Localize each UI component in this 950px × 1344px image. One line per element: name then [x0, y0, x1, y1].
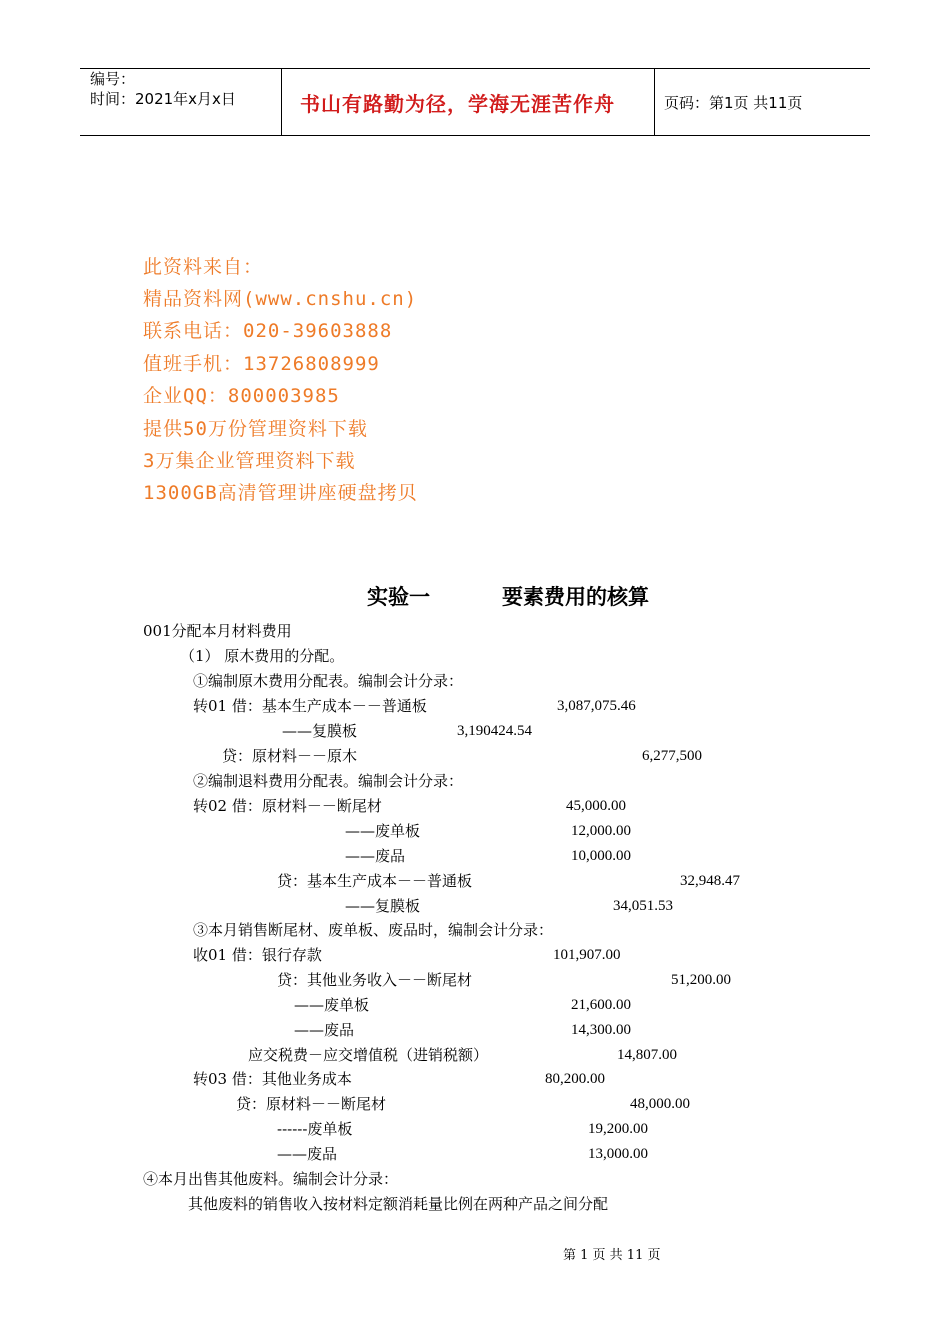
step-heading: ①编制原木费用分配表。编制会计分录：: [193, 672, 464, 690]
entry-amount: 21,600.00: [571, 997, 631, 1013]
entry-amount: 14,807.00: [617, 1047, 677, 1063]
entry-amount: 32,948.47: [680, 873, 740, 889]
promo-line: 提供50万份管理资料下载: [143, 418, 368, 440]
entry-amount: 12,000.00: [571, 823, 631, 839]
entry-line: 贷：原材料－－断尾材: [236, 1095, 387, 1113]
page-footer: 第 1 页 共 11 页: [563, 1248, 661, 1263]
header-bottom-rule: [80, 135, 870, 136]
header-page-info: 页码：第1页 共11页: [664, 94, 803, 112]
entry-line: ——废品: [294, 1021, 355, 1039]
promo-line: 1300GB高清管理讲座硬盘拷贝: [143, 482, 418, 504]
entry-amount: 48,000.00: [630, 1096, 690, 1112]
promo-line: 联系电话：020-39603888: [143, 320, 393, 342]
entry-amount: 14,300.00: [571, 1022, 631, 1038]
entry-amount: 80,200.00: [545, 1071, 605, 1087]
title-part1: 实验一: [367, 584, 430, 609]
entry-amount: 10,000.00: [571, 848, 631, 864]
entry-line: 转03 借：其他业务成本: [193, 1070, 352, 1088]
entry-amount: 3,190424.54: [457, 723, 532, 739]
entry-line: 贷：原材料－－原木: [222, 747, 358, 765]
header-divider-left: [281, 68, 282, 135]
entry-amount: 6,277,500: [642, 748, 702, 764]
entry-amount: 3,087,075.46: [557, 698, 636, 714]
header-divider-right: [654, 68, 655, 135]
promo-line: 值班手机：13726808999: [143, 353, 380, 375]
entry-line: 转02 借：原材料－－断尾材: [193, 797, 382, 815]
entry-amount: 45,000.00: [566, 798, 626, 814]
header-top-rule: [80, 68, 870, 69]
entry-line: ------废单板: [277, 1120, 353, 1138]
promo-line: 企业QQ：800003985: [143, 385, 340, 407]
entry-amount: 34,051.53: [613, 898, 673, 914]
step-heading: ②编制退料费用分配表。编制会计分录：: [193, 772, 464, 790]
promo-line: 3万集企业管理资料下载: [143, 450, 356, 472]
entry-line: 贷：其他业务收入－－断尾材: [277, 971, 473, 989]
header-time-label: 时间：2021年x月x日: [90, 90, 236, 108]
step-heading: ③本月销售断尾材、废单板、废品时，编制会计分录：: [193, 921, 554, 939]
step-heading: ④本月出售其他废料。编制会计分录：: [143, 1170, 399, 1188]
title-part2: 要素费用的核算: [502, 584, 649, 609]
entry-line: ——废品: [277, 1145, 338, 1163]
entry-amount: 51,200.00: [671, 972, 731, 988]
entry-line: ——废品: [345, 847, 406, 865]
item-heading: （1） 原木费用的分配。: [180, 647, 345, 665]
entry-line: ——废单板: [345, 822, 421, 840]
entry-line: 收01 借：银行存款: [193, 946, 322, 964]
entry-line: ——复膜板: [345, 897, 421, 915]
entry-line: 转01 借：基本生产成本－－普通板: [193, 697, 427, 715]
promo-line: 此资料来自：: [143, 256, 264, 278]
section-heading: 001分配本月材料费用: [143, 622, 292, 640]
entry-line: ——废单板: [294, 996, 370, 1014]
paragraph: 其他废料的销售收入按材料定额消耗量比例在两种产品之间分配: [188, 1195, 609, 1213]
header-motto: 书山有路勤为径，学海无涯苦作舟: [300, 92, 615, 116]
entry-amount: 13,000.00: [588, 1146, 648, 1162]
header-serial-label: 编号：: [90, 70, 136, 88]
entry-amount: 19,200.00: [588, 1121, 648, 1137]
promo-line: 精品资料网(www.cnshu.cn): [143, 288, 418, 310]
entry-line: ——复膜板: [282, 722, 358, 740]
entry-amount: 101,907.00: [553, 947, 621, 963]
entry-line: 应交税费－应交增值税（进销税额）: [248, 1046, 489, 1064]
entry-line: 贷：基本生产成本－－普通板: [277, 872, 473, 890]
